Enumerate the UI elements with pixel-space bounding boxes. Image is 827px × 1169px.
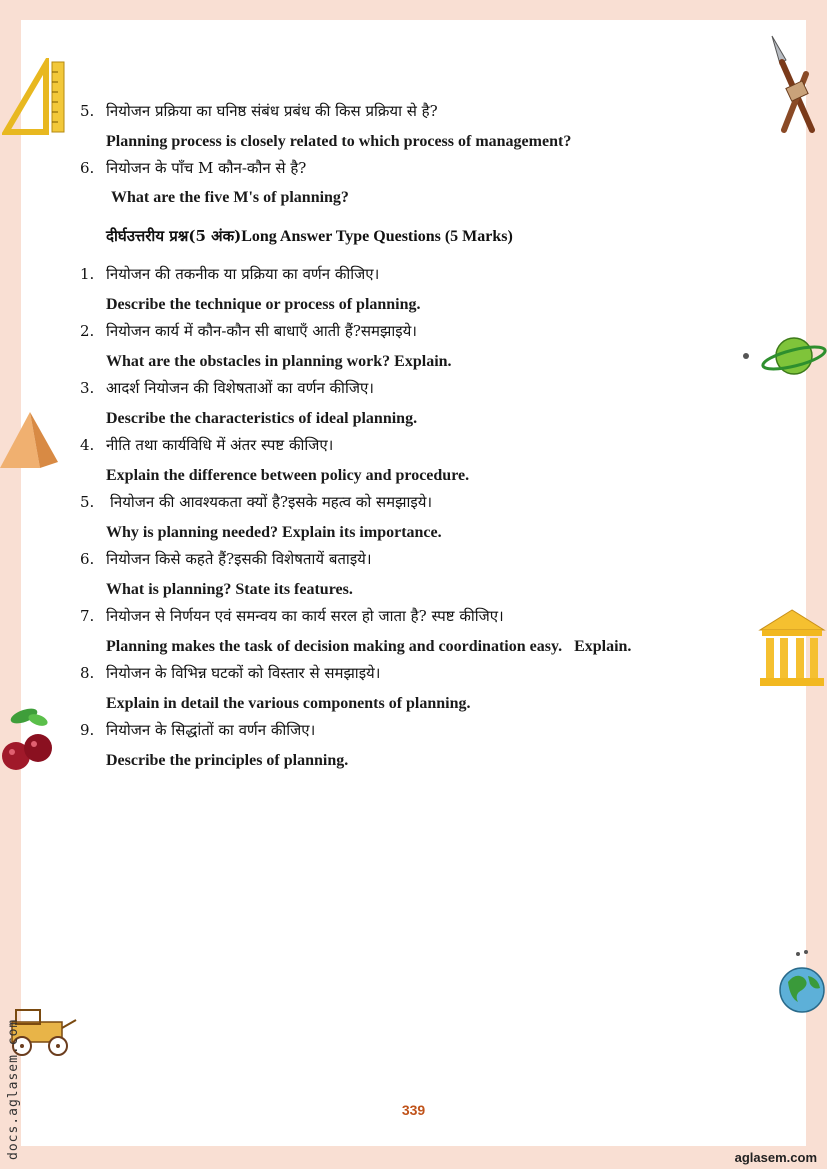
page-number: 339 <box>401 1102 426 1118</box>
question-hindi: नियोजन प्रक्रिया का घनिष्ठ संबंध प्रबंध की किस प्रक्रिया से है? <box>106 102 438 120</box>
question-number: 2. <box>80 322 95 340</box>
cherries-icon <box>0 704 58 778</box>
question-number: 5. <box>80 102 95 120</box>
pyramid-icon <box>0 410 60 470</box>
question-english: What are the obstacles in planning work? Explain. <box>106 353 452 370</box>
section-heading-english: Long Answer Type Questions (5 Marks) <box>241 228 513 245</box>
question-english: Planning makes the task of decision making and coordination easy. Explain. <box>106 638 632 655</box>
brand-footer: aglasem.com <box>734 1150 817 1165</box>
question-hindi: नियोजन से निर्णयन एवं समन्वय का कार्य सरल हो जाता है? स्पष्ट कीजिए। <box>106 607 504 625</box>
document-page <box>21 20 806 1146</box>
question-hindi: नीति तथा कार्यविधि में अंतर स्पष्ट कीजिए। <box>106 436 334 454</box>
planet-icon <box>740 332 827 380</box>
question-english: Describe the principles of planning. <box>106 752 349 769</box>
question-number: 6. <box>80 550 95 568</box>
question-hindi: आदर्श नियोजन की विशेषताओं का वर्णन कीजिए। <box>106 379 374 397</box>
question-english: Explain the difference between policy and procedure. <box>106 467 470 484</box>
question-english: Why is planning needed? Explain its importance. <box>106 524 442 541</box>
question-english: What is planning? State its features. <box>106 581 353 598</box>
question-number: 7. <box>80 607 95 625</box>
ruler-icon <box>2 58 68 136</box>
question-hindi: नियोजन की तकनीक या प्रक्रिया का वर्णन कीजिए। <box>106 265 380 283</box>
question-number: 6. <box>80 159 95 177</box>
question-hindi: नियोजन के पाँच M कौन-कौन से है? <box>106 159 307 177</box>
question-english: Describe the characteristics of ideal planning. <box>106 410 418 427</box>
question-hindi: नियोजन किसे कहते हैं?इसकी विशेषतायें बताइये। <box>106 550 372 568</box>
question-hindi: नियोजन के विभिन्न घटकों को विस्तार से समझाइये। <box>106 664 381 682</box>
section-heading <box>106 226 513 246</box>
question-hindi: नियोजन के सिद्धांतों का वर्णन कीजिए। <box>106 721 316 739</box>
question-english: Planning process is closely related to which process of management? <box>106 133 572 150</box>
question-number: 9. <box>80 721 95 739</box>
section-heading-hindi: दीर्घउत्तरीय प्रश्न(5 अंक) <box>106 227 242 245</box>
globe-icon <box>778 948 827 1018</box>
question-english: What are the five M's of planning? <box>111 189 349 206</box>
question-number: 3. <box>80 379 95 397</box>
question-number: 4. <box>80 436 95 454</box>
temple-icon <box>758 608 827 688</box>
question-english: Describe the technique or process of planning. <box>106 296 421 313</box>
question-number: 8. <box>80 664 95 682</box>
question-number: 5. <box>80 493 95 511</box>
question-list <box>21 20 806 1146</box>
question-english: Explain in detail the various components of planning. <box>106 695 471 712</box>
question-number: 1. <box>80 265 95 283</box>
pen-tool-icon <box>766 34 826 134</box>
side-watermark: docs.aglasem.com <box>6 1018 21 1160</box>
question-hindi: नियोजन कार्य में कौन-कौन सी बाधाएँ आती हैं?समझाइये। <box>106 322 417 340</box>
question-hindi: नियोजन की आवश्यकता क्यों है?इसके महत्व को समझाइये। <box>110 493 433 511</box>
